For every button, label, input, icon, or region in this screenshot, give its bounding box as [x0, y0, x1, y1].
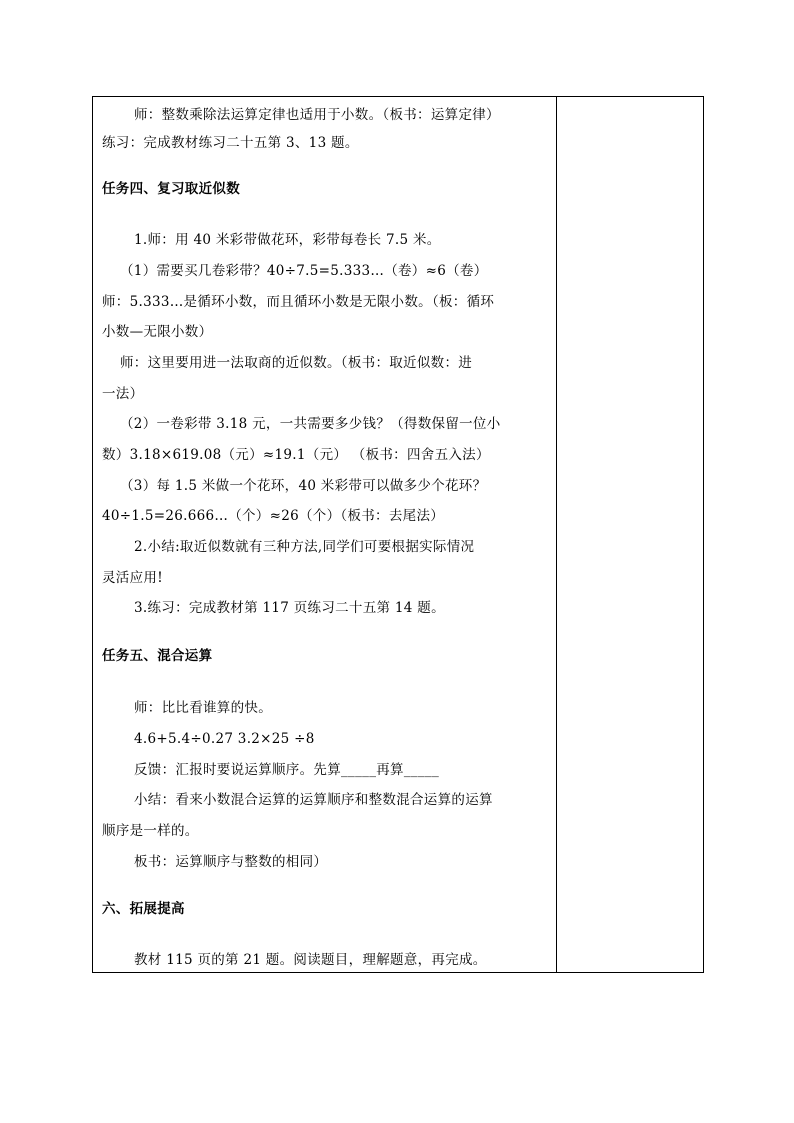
notes-cell — [557, 96, 703, 973]
text-line-recurring-cont: 小数—无限小数） — [102, 324, 213, 340]
text-line-q2-cont: 数）3.18×619.08（元）≈19.1（元） （板书：四舍五入法） — [102, 447, 490, 463]
text-line-practice-2: 3.练习：完成教材第 117 页练习二十五第 14 题。 — [134, 600, 445, 616]
text-line-race: 师：比比看谁算的快。 — [134, 700, 272, 716]
text-line-conclusion: 小结：看来小数混合运算的运算顺序和整数混合运算的运算 — [134, 792, 493, 808]
heading-task-four: 任务四、复习取近似数 — [102, 181, 240, 197]
text-line-q1-intro: 1.师：用 40 米彩带做花环，彩带每卷长 7.5 米。 — [134, 232, 441, 248]
text-line-teacher-rule: 师：整数乘除法运算定律也适用于小数。（板书：运算定律） — [134, 107, 500, 123]
text-line-board-note: 板书：运算顺序与整数的相同） — [134, 854, 328, 870]
text-line-feedback: 反馈：汇报时要说运算顺序。先算_____再算_____ — [134, 762, 440, 778]
text-line-q3: （3）每 1.5 米做一个花环，40 米彩带可以做多少个花环？ — [120, 478, 487, 494]
text-line-round-up-cont: 一法） — [102, 386, 144, 402]
text-line-expressions: 4.6+5.4÷0.27 3.2×25 ÷8 — [134, 731, 315, 747]
heading-section-six: 六、拓展提高 — [102, 901, 185, 917]
text-line-textbook-task: 教材 115 页的第 21 题。阅读题目，理解题意，再完成。 — [134, 952, 487, 968]
text-line-q1-part1: （1）需要买几卷彩带？40÷7.5=5.333…（卷）≈6（卷） — [120, 263, 488, 279]
text-line-round-up: 师：这里要用进一法取商的近似数。（板书：取近似数：进 — [120, 355, 473, 371]
lesson-content-cell — [92, 96, 556, 973]
heading-task-five: 任务五、混合运算 — [102, 648, 213, 664]
text-line-q3-cont: 40÷1.5=26.666…（个）≈26（个）（板书：去尾法） — [102, 508, 445, 524]
text-line-summary-cont: 灵活应用! — [102, 570, 163, 586]
text-line-conclusion-cont: 顺序是一样的。 — [102, 823, 199, 839]
text-line-practice-1: 练习：完成教材练习二十五第 3、13 题。 — [102, 135, 359, 151]
text-line-recurring: 师：5.333…是循环小数，而且循环小数是无限小数。（板：循环 — [102, 294, 495, 310]
text-line-q2: （2）一卷彩带 3.18 元，一共需要多少钱？（得数保留一位小 — [120, 416, 501, 432]
text-line-summary: 2.小结:取近似数就有三种方法,同学们可要根据实际情况 — [134, 539, 475, 555]
